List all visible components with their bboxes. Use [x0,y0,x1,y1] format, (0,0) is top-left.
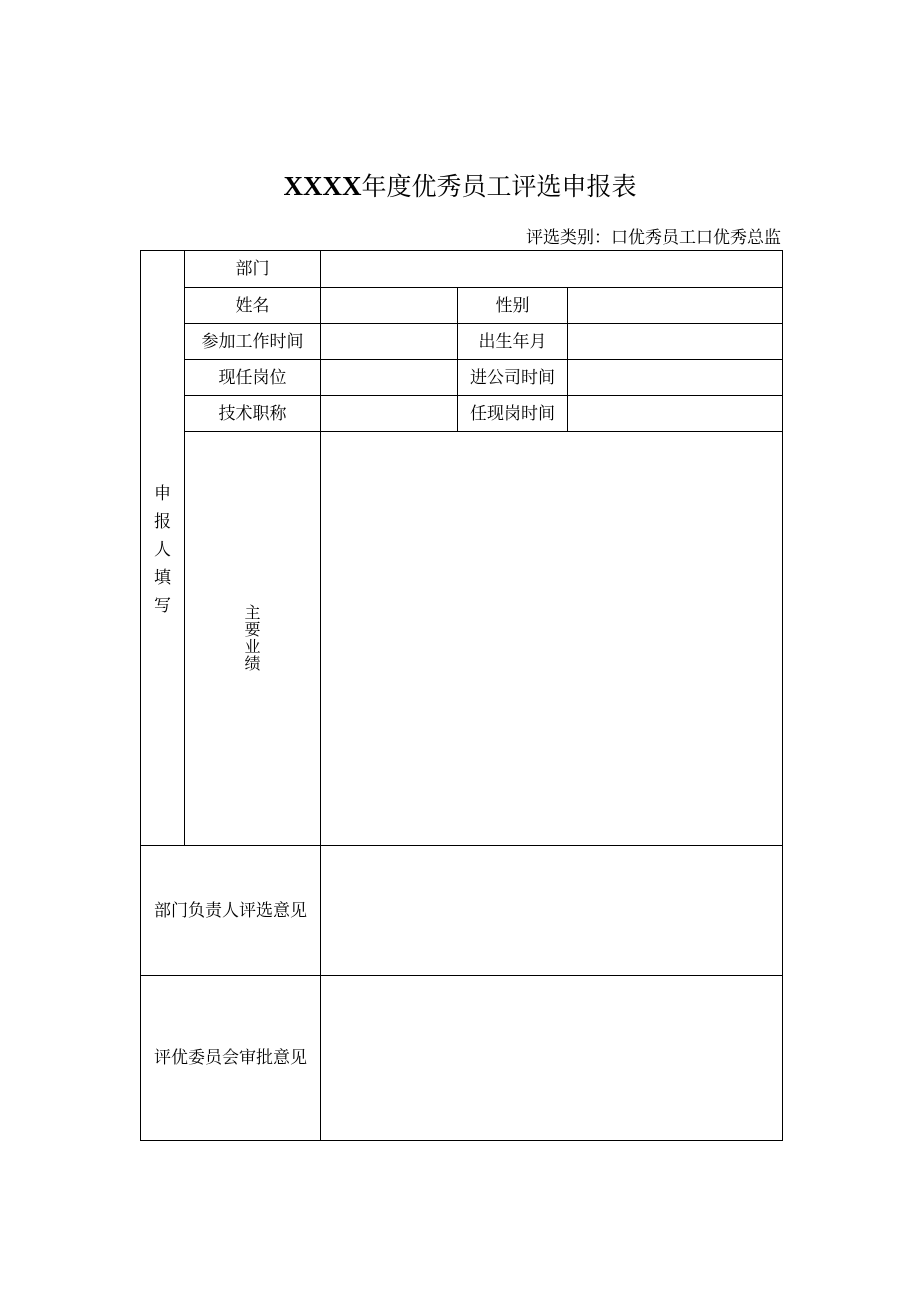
side-char: 报 [154,512,171,532]
name-field[interactable] [321,288,457,323]
dept-opinion-field[interactable] [321,846,782,975]
work-start-label: 参加工作时间 [201,331,304,352]
performance-char: 业 [244,637,261,656]
category-selector [526,227,781,249]
performance-label [185,602,320,674]
title-field[interactable] [321,396,457,431]
performance-field[interactable] [321,432,782,845]
position-label: 现任岗位 [218,367,287,388]
category-option-director[interactable]: 口优秀总监 [696,228,781,248]
department-label: 部门 [235,259,270,279]
performance-char: 要 [244,620,261,639]
department-field[interactable] [321,251,782,287]
title-label: 技术职称 [218,403,287,424]
join-date-field[interactable] [568,360,782,395]
category-label: 评选类别： [526,228,611,248]
title-main: 年度优秀员工评选申报表 [361,172,637,201]
title-year: XXXX [283,171,362,201]
birth-field[interactable] [568,324,782,359]
join-date-label: 进公司时间 [470,367,555,388]
side-char: 填 [154,568,171,588]
gender-label: 性别 [495,295,530,316]
form-title [0,170,920,203]
applicant-section-label [141,480,184,620]
work-start-field[interactable] [321,324,457,359]
side-char: 申 [154,484,171,504]
position-field[interactable] [321,360,457,395]
performance-char: 绩 [244,654,261,673]
birth-label: 出生年月 [478,331,547,352]
committee-opinion-label: 评优委员会审批意见 [154,1048,307,1068]
category-option-employee[interactable]: 口优秀员工 [611,228,696,248]
committee-opinion-field[interactable] [321,976,782,1140]
name-label: 姓名 [235,295,270,316]
side-char: 人 [154,540,171,560]
side-char: 写 [154,596,171,616]
dept-opinion-label: 部门负责人评选意见 [154,900,307,921]
gender-field[interactable] [568,288,782,323]
position-date-label: 任现岗时间 [470,403,555,424]
position-date-field[interactable] [568,396,782,431]
performance-char: 主 [244,603,261,622]
